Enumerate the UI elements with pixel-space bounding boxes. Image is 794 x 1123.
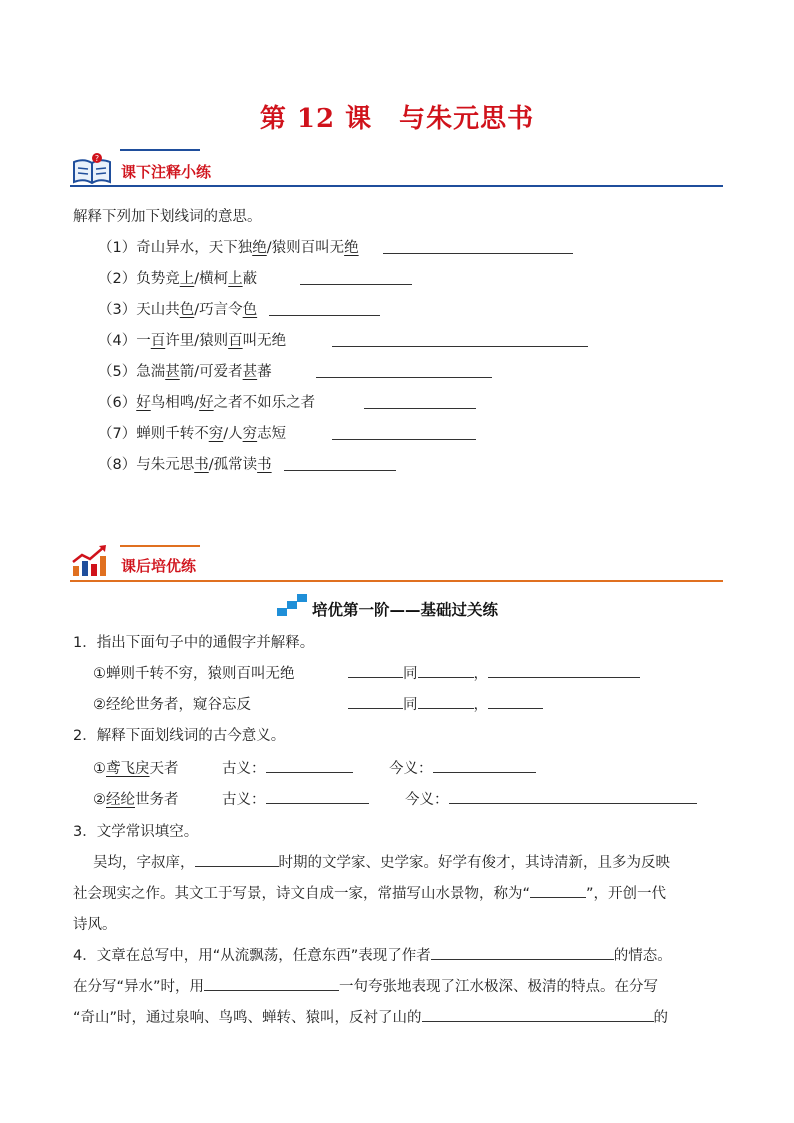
svg-text:?: ? [94, 154, 100, 163]
section2-header-accent-line [120, 545, 200, 547]
blank[interactable] [530, 883, 586, 898]
bar-chart-growth-icon [70, 544, 110, 578]
answer-blank-3[interactable] [269, 314, 380, 316]
q2-b-gu: 古义： [222, 788, 369, 809]
blank[interactable] [449, 789, 697, 804]
page-title: 第 12 课 与朱元思书 [259, 104, 535, 134]
blank[interactable] [488, 663, 640, 678]
stairs-icon [276, 593, 308, 617]
blank[interactable] [195, 852, 279, 867]
blank[interactable] [433, 758, 536, 773]
q1-stem: 1．指出下面句子中的通假字并解释。 [73, 635, 315, 651]
blank[interactable] [418, 663, 474, 678]
blank[interactable] [266, 789, 369, 804]
q3-line2: 社会现实之作。其文工于写景，诗文自成一家，常描写山水景物，称为“ ”，开创一代 [73, 882, 666, 903]
q1-answer-a: 同 ， [348, 662, 640, 683]
blank[interactable] [488, 694, 543, 709]
q4-line3: “奇山”时，通过泉响、鸟鸣、蝉转、猿叫，反衬了山的 的 [73, 1006, 668, 1027]
q2-a-gu: 古义： [222, 757, 353, 778]
blank[interactable] [422, 1007, 654, 1022]
section2-subtitle: 培优第一阶——基础过关练 [312, 601, 499, 619]
section2-label: 课后培优练 [121, 557, 197, 575]
q1-sentence-a: ①蝉则千转不穷，猿则百叫无绝 [93, 666, 295, 682]
section1-divider [70, 185, 723, 187]
item-6: （6）好鸟相鸣/好之者不如乐之者 [98, 395, 316, 411]
open-book-icon [70, 152, 114, 186]
q3-stem: 3．文学常识填空。 [73, 824, 199, 840]
answer-blank-6[interactable] [364, 407, 476, 409]
section-header-accent-line [120, 149, 200, 151]
q4-line2: 在分写“异水”时，用 一句夸张地表现了江水极深、极清的特点。在分写 [73, 975, 658, 996]
answer-blank-8[interactable] [284, 469, 396, 471]
q1-answer-b: 同 ， [348, 693, 543, 714]
answer-blank-1[interactable] [383, 252, 573, 254]
blank[interactable] [204, 976, 339, 991]
item-2: （2）负势竞上/横柯上蔽 [98, 271, 258, 287]
q3-line3: 诗风。 [73, 917, 117, 933]
q2-phrase-b: ②经纶世务者 [93, 792, 179, 808]
item-4: （4）一百许里/猿则百叫无绝 [98, 333, 287, 349]
answer-blank-2[interactable] [300, 283, 412, 285]
section1-instruction: 解释下列加下划线词的意思。 [73, 209, 262, 225]
blank[interactable] [266, 758, 353, 773]
blank[interactable] [348, 663, 403, 678]
blank[interactable] [418, 694, 474, 709]
section2-divider [70, 580, 723, 582]
item-1: （1）奇山异水，天下独绝/猿则百叫无绝 [98, 240, 359, 256]
answer-blank-7[interactable] [332, 438, 476, 440]
answer-blank-4[interactable] [332, 345, 588, 347]
blank[interactable] [348, 694, 403, 709]
q2-a-jin: 今义： [389, 757, 536, 778]
q2-phrase-a: ①鸢飞戾天者 [93, 761, 179, 777]
answer-blank-5[interactable] [316, 376, 492, 378]
item-7: （7）蝉则千转不穷/人穷志短 [98, 426, 287, 442]
q3-line1: 吴均，字叔庠， 时期的文学家、史学家。好学有俊才，其诗清新，且多为反映 [93, 851, 670, 872]
item-5: （5）急湍甚箭/可爱者甚蕃 [98, 364, 272, 380]
item-8: （8）与朱元思书/孤常读书 [98, 457, 272, 473]
q2-stem: 2．解释下面划线词的古今意义。 [73, 728, 286, 744]
item-3: （3）天山共色/巧言令色 [98, 302, 258, 318]
section1-label: 课下注释小练 [121, 163, 212, 181]
q1-sentence-b: ②经纶世务者，窥谷忘反 [93, 697, 251, 713]
q4-line1: 4．文章在总写中，用“从流飘荡，任意东西”表现了作者 的情态。 [73, 944, 672, 965]
blank[interactable] [431, 945, 614, 960]
q2-b-jin: 今义： [405, 788, 697, 809]
